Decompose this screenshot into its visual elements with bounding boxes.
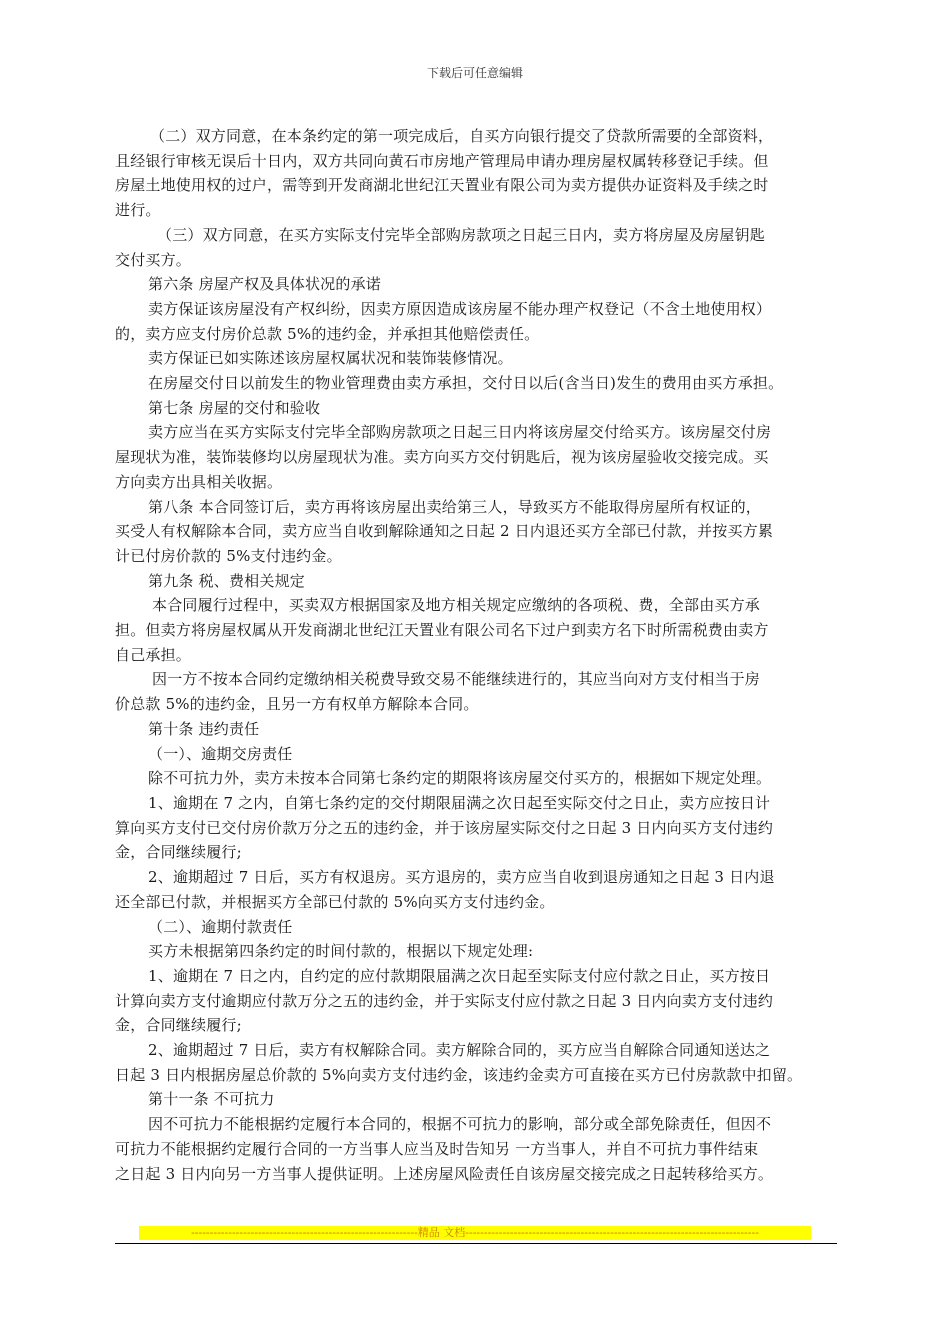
text-line: 金，合同继续履行;: [115, 843, 242, 862]
text-line: 买受人有权解除本合同，卖方应当自收到解除通知之日起 2 日内退还买方全部已付款，并按买方累: [115, 522, 774, 541]
text-line: 方向卖方出具相关收据。: [115, 472, 283, 491]
text-line: 卖方应当在买方实际支付完毕全部购房款项之日起三日内将该房屋交付给买方。该房屋交付房: [148, 423, 772, 442]
text-line: 第六条 房屋产权及具体状况的承诺: [148, 275, 381, 294]
text-line: （一）、逾期交房责任: [148, 744, 293, 763]
text-line: 买方未根据第四条约定的时间付款的，根据以下规定处理:: [148, 942, 534, 961]
text-line: 卖方保证已如实陈述该房屋权属状况和装饰装修情况。: [148, 349, 513, 368]
text-line: （三）双方同意，在买方实际支付完毕全部购房款项之日起三日内，卖方将房屋及房屋钥匙: [157, 225, 766, 244]
text-line: 在房屋交付日以前发生的物业管理费由卖方承担，交付日以后(含当日)发生的费用由买方承担。: [148, 374, 784, 393]
text-line: 担。但卖方将房屋权属从开发商湖北世纪江天置业有限公司名下过户到卖方名下时所需税费由卖方: [115, 621, 769, 640]
text-line: 的，卖方应支付房价总款 5%的违约金，并承担其他赔偿责任。: [115, 324, 540, 343]
text-line: 交付买方。: [115, 250, 192, 269]
text-line: （二）、逾期付款责任: [148, 917, 293, 936]
text-line: 第八条 本合同签订后，卖方再将该房屋出卖给第三人，导致买方不能取得房屋所有权证的，: [148, 497, 761, 516]
text-line: 之日起 3 日内向另一方当事人提供证明。上述房屋风险责任自该房屋交接完成之日起转移给买方。: [115, 1164, 774, 1183]
text-line: 因不可抗力不能根据约定履行本合同的，根据不可抗力的影响，部分或全部免除责任，但因不: [148, 1115, 772, 1134]
text-line: 进行。: [115, 201, 161, 220]
text-line: 计算向卖方支付逾期应付款万分之五的违约金，并于实际支付应付款之日起 3 日内向卖方支付违约: [115, 991, 774, 1010]
text-line: 1、逾期在 7 之内，自第七条约定的交付期限届满之次日起至实际交付之日止，卖方应按日计: [148, 793, 771, 812]
text-line: 第十条 违约责任: [148, 719, 260, 738]
text-line: 第九条 税、费相关规定: [148, 571, 305, 590]
text-line: 价总款 5%的违约金，且另一方有权单方解除本合同。: [115, 695, 479, 714]
text-line: 金，合同继续履行;: [115, 1016, 242, 1035]
text-line: 本合同履行过程中，买卖双方根据国家及地方相关规定应缴纳的各项税、费，全部由买方承: [152, 596, 761, 615]
footer-banner: -------------------------------------------------------------精品 文档-------------------------------------------------------------------------------: [139, 1226, 811, 1240]
text-line: 第十一条 不可抗力: [148, 1090, 275, 1109]
text-line: 自己承担。: [115, 645, 192, 664]
text-line: 屋现状为准，装饰装修均以房屋现状为准。卖方向买方交付钥匙后，视为该房屋验收交接完成。买: [115, 448, 769, 467]
text-line: 算向买方支付已交付房价款万分之五的违约金，并于该房屋实际交付之日起 3 日内向买方支付违约: [115, 818, 774, 837]
text-line: 1、逾期在 7 日之内，自约定的应付款期限届满之次日起至实际支付应付款之日止，买方按日: [148, 966, 771, 985]
text-line: 且经银行审核无误后十日内，双方共同向黄石市房地产管理局申请办理房屋权属转移登记手续。但: [115, 151, 769, 170]
text-line: 计已付房价款的 5%支付违约金。: [115, 546, 342, 565]
document-body: [115, 124, 841, 1186]
text-line: 还全部已付款，并根据买方全部已付款的 5%向买方支付违约金。: [115, 892, 555, 911]
text-line: 2、逾期超过 7 日后，买方有权退房。买方退房的，卖方应当自收到退房通知之日起 3 日内退: [148, 868, 775, 887]
text-line: 日起 3 日内根据房屋总价款的 5%向卖方支付违约金，该违约金卖方可直接在买方已付房款款中扣留。: [115, 1065, 803, 1084]
text-line: 2、逾期超过 7 日后，卖方有权解除合同。卖方解除合同的，买方应当自解除合同通知送达之: [148, 1041, 771, 1060]
text-line: （二）双方同意，在本条约定的第一项完成后，自买方向银行提交了贷款所需要的全部资料，: [150, 127, 774, 145]
text-line: 除不可抗力外，卖方未按本合同第七条约定的期限将该房屋交付买方的，根据如下规定处理。: [148, 769, 772, 788]
text-line: 因一方不按本合同约定缴纳相关税费导致交易不能继续进行的，其应当向对方支付相当于房: [152, 670, 761, 689]
text-line: 第七条 房屋的交付和验收: [148, 398, 321, 417]
text-line: 房屋土地使用权的过户，需等到开发商湖北世纪江天置业有限公司为卖方提供办证资料及手续之时: [115, 176, 769, 195]
text-line: 卖方保证该房屋没有产权纠纷，因卖方原因造成该房屋不能办理产权登记（不含土地使用权）: [148, 299, 772, 318]
text-line: 可抗力不能根据约定履行合同的一方当事人应当及时告知另 一方当事人，并自不可抗力事件结束: [115, 1139, 759, 1158]
page-header: 下载后可任意编辑: [426, 66, 523, 80]
footer-rule: [115, 1243, 837, 1244]
